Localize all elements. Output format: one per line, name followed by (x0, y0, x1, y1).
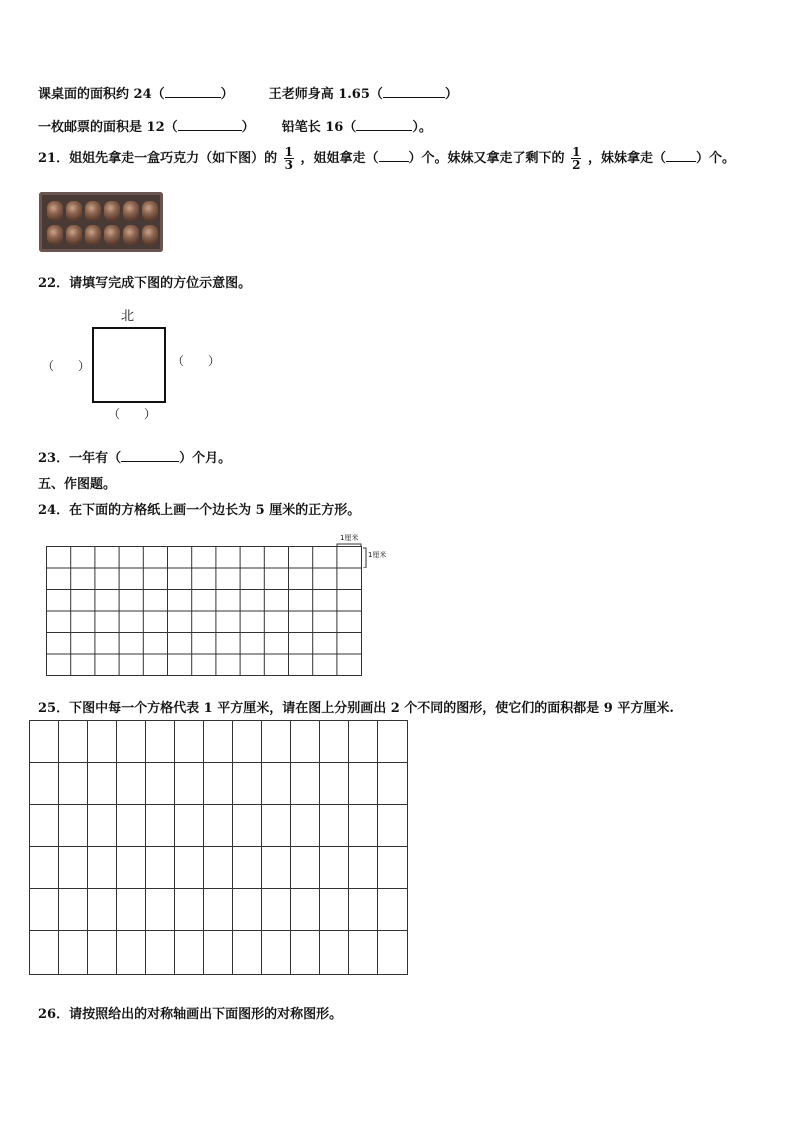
question-23: 23．一年有（ ）个月。 (38, 451, 232, 466)
fraction-one-third: $\frac{1}{3}$ (284, 145, 293, 172)
fraction-one-half: $\frac{1}{2}$ (572, 145, 581, 172)
west-answer-blank[interactable]: （ ） (42, 359, 91, 373)
question-26: 26．请按照给出的对称轴画出下面图形的对称图形。 (38, 1007, 343, 1022)
grid-paper-small[interactable] (46, 546, 362, 680)
compass-square (92, 327, 166, 403)
question-22: 22．请填写完成下图的方位示意图。 (38, 276, 252, 291)
fill-line-stamp-pencil: 一枚邮票的面积是 12（ ） 铅笔长 16（ ）。 (38, 120, 432, 135)
east-answer-blank[interactable]: （ ） (172, 354, 221, 368)
grid-paper-large[interactable] (29, 720, 408, 979)
south-answer-blank[interactable]: （ ） (108, 407, 157, 421)
section-heading: 五、作图题。 (38, 477, 117, 492)
chocolate-box-image (39, 192, 163, 252)
answer-blank[interactable] (165, 85, 221, 98)
scale-label-width: 1厘米 (340, 534, 359, 542)
question-21: 21．姐姐先拿走一盒巧克力（如下图）的 $\frac{1}{3}$ ，姐姐拿走（ ）个。妹妹又拿走了剩下的 $\frac{1}{2}$ ，妹妹拿走（ ）个。 (38, 145, 735, 172)
answer-blank[interactable] (121, 449, 179, 462)
question-25: 25．下图中每一个方格代表 1 平方厘米，请在图上分别画出 2 个不同的图形，使它们的面积都是 9 平方厘米. (38, 701, 674, 716)
fill-line-desk-height: 课桌面的面积约 24（ ） 王老师身高 1.65（ ） (38, 87, 458, 102)
answer-blank[interactable] (356, 118, 412, 131)
answer-blank[interactable] (666, 149, 696, 162)
answer-blank[interactable] (383, 85, 445, 98)
north-label: 北 (121, 309, 135, 324)
question-24: 24．在下面的方格纸上画一个边长为 5 厘米的正方形。 (38, 503, 361, 518)
answer-blank[interactable] (178, 118, 242, 131)
scale-label-height: 1厘米 (368, 551, 387, 559)
answer-blank[interactable] (379, 149, 409, 162)
